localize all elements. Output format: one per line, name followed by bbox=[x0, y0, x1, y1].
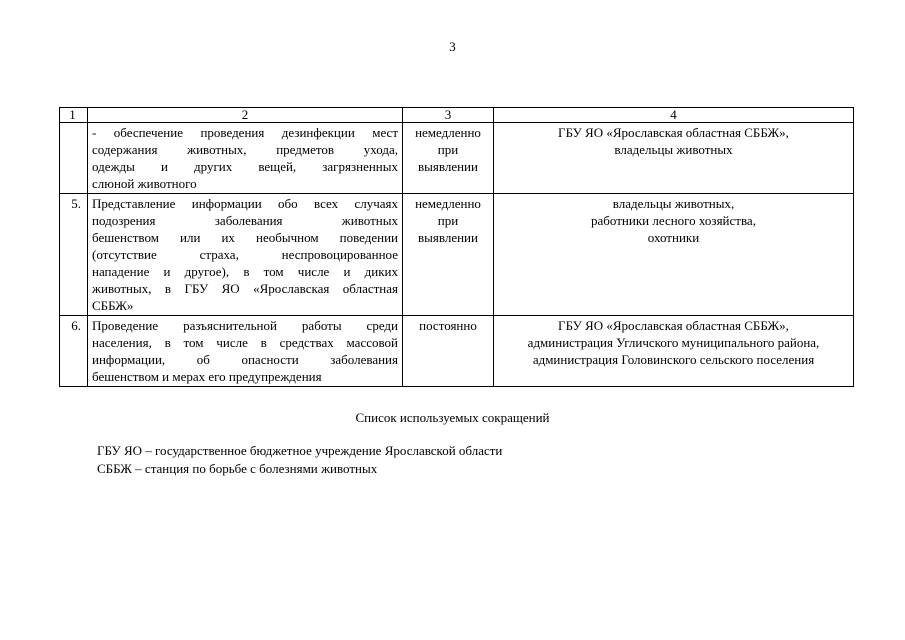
term-line: выявлении bbox=[418, 230, 478, 245]
term-line: при bbox=[437, 142, 459, 157]
term-line: постоянно bbox=[419, 318, 477, 333]
responsible-cell bbox=[494, 123, 854, 194]
term-cell bbox=[403, 194, 494, 316]
responsible-line: ГБУ ЯО «Ярославская областная СББЖ», bbox=[558, 318, 789, 333]
responsible-cell bbox=[494, 194, 854, 316]
responsible-line: администрация Угличского муниципального района, bbox=[527, 335, 820, 350]
action-line: - обеспечение проведения дезинфекции мест bbox=[92, 125, 398, 140]
header-col-2: 2 bbox=[88, 108, 403, 123]
action-line: Представление информации обо всех случаях bbox=[92, 196, 398, 211]
table-row bbox=[60, 316, 854, 387]
row-number bbox=[60, 123, 88, 194]
term-line: выявлении bbox=[418, 159, 478, 174]
action-line: нападение и другое), в том числе и диких bbox=[92, 264, 398, 279]
abbreviation-item: ГБУ ЯО – государственное бюджетное учреждение Ярославской области bbox=[97, 443, 503, 458]
header-col-4: 4 bbox=[494, 108, 854, 123]
action-cell bbox=[88, 316, 403, 387]
action-cell bbox=[88, 194, 403, 316]
responsible-line: администрация Головинского сельского поселения bbox=[532, 352, 815, 367]
page-number: 3 bbox=[449, 39, 456, 54]
responsible-line: владельцы животных, bbox=[612, 196, 735, 211]
table-row bbox=[60, 194, 854, 316]
responsible-line: работники лесного хозяйства, bbox=[591, 213, 756, 228]
abbreviation-item: СББЖ – станция по борьбе с болезнями животных bbox=[97, 461, 378, 476]
action-line: содержания животных, предметов ухода, bbox=[92, 142, 398, 157]
term-line: немедленно bbox=[415, 196, 481, 211]
table-row bbox=[60, 123, 854, 194]
header-col-3: 3 bbox=[403, 108, 494, 123]
action-cell bbox=[88, 123, 403, 194]
table-header-row bbox=[60, 108, 854, 123]
action-line: одежды и других вещей, загрязненных bbox=[92, 159, 398, 174]
term-line: при bbox=[437, 213, 459, 228]
responsible-line: охотники bbox=[647, 230, 700, 245]
abbreviations-title: Список используемых сокращений bbox=[355, 410, 550, 425]
action-line: СББЖ» bbox=[92, 298, 134, 313]
measures-table bbox=[59, 107, 854, 387]
action-line: информации, об опасности заболевания bbox=[92, 352, 398, 367]
responsible-line: владельцы животных bbox=[614, 142, 733, 157]
action-line: населения, в том числе в средствах массовой bbox=[92, 335, 398, 350]
action-line: (отсутствие страха, неспровоцированное bbox=[92, 247, 398, 262]
responsible-cell bbox=[494, 316, 854, 387]
row-number: 5. bbox=[60, 194, 88, 316]
action-line: Проведение разъяснительной работы среди bbox=[92, 318, 398, 333]
action-line: бешенством и мерах его предупреждения bbox=[92, 369, 322, 384]
action-line: подозрения заболевания животных bbox=[92, 213, 398, 228]
header-col-1: 1 bbox=[60, 108, 88, 123]
action-line: животных, в ГБУ ЯО «Ярославская областная bbox=[92, 281, 398, 296]
action-line: бешенством или их необычном поведении bbox=[92, 230, 398, 245]
action-line: слюной животного bbox=[92, 176, 197, 191]
row-number: 6. bbox=[60, 316, 88, 387]
term-cell bbox=[403, 123, 494, 194]
term-cell bbox=[403, 316, 494, 387]
term-line: немедленно bbox=[415, 125, 481, 140]
responsible-line: ГБУ ЯО «Ярославская областная СББЖ», bbox=[558, 125, 789, 140]
